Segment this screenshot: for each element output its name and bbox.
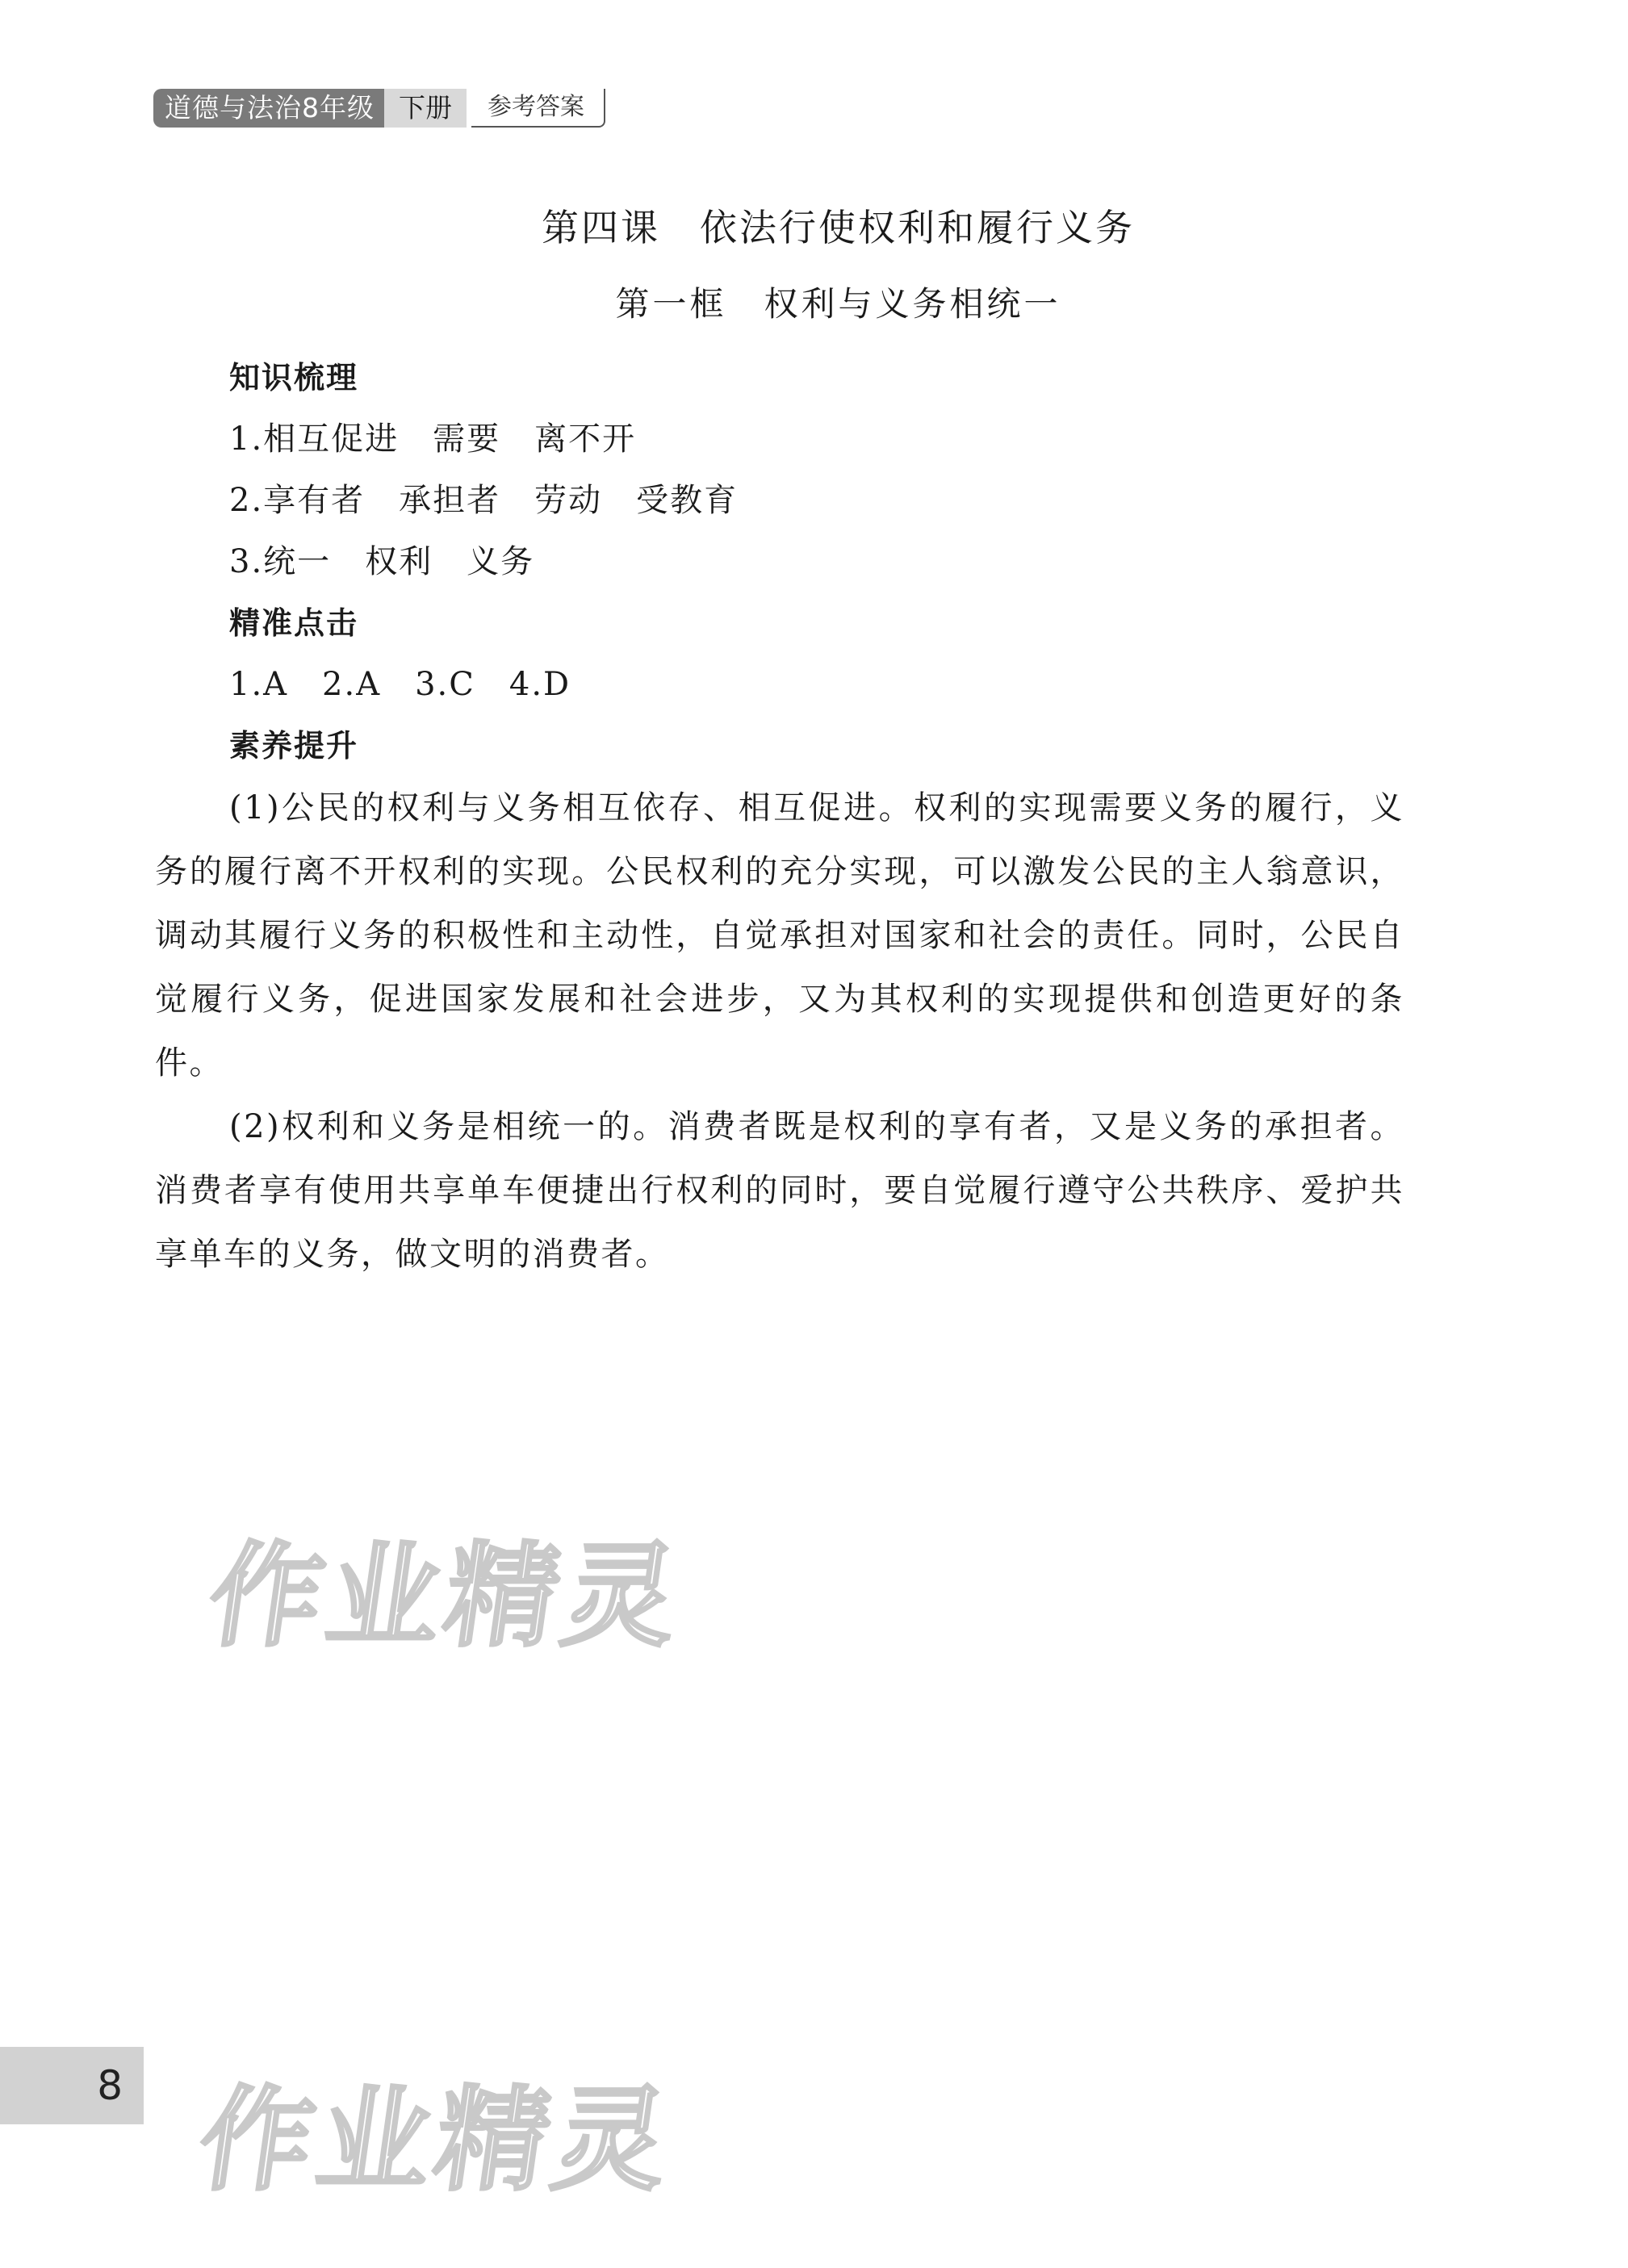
- precise-answers: 1.A 2.A 3.C 4.D: [229, 666, 571, 703]
- page-number: 8: [97, 2062, 123, 2109]
- knowledge-line-2: 2.享有者 承担者 劳动 受教育: [229, 482, 739, 519]
- page-number-box: [0, 2047, 144, 2124]
- literacy-paragraph-1: (1)公民的权利与义务相互依存、相互促进。权利的实现需要义务的履行，义务的履行离不开权利的实现。公民权利的充分实现，可以激发公民的主人翁意识，调动其履行义务的积极性和主动性，自觉承担对国家和社会的责任。同时，公民自觉履行义务，促进国家发展和社会进步，又为其权利的实现提供和创造更好的条件。: [155, 789, 1404, 1082]
- precise-heading: 精准点击: [229, 605, 359, 641]
- subject-label: 道德与法治8年级: [153, 89, 384, 128]
- watermark-lower: 作业精灵: [190, 2075, 681, 2207]
- literacy-heading: 素养提升: [229, 728, 359, 764]
- header-tab: [153, 89, 605, 128]
- literacy-paragraph-2: (2)权利和义务是相统一的。消费者既是权利的享有者，又是义务的承担者。消费者享有使用共享单车便捷出行权利的同时，要自觉履行遵守公共秩序、爱护共享单车的义务，做文明的消费者。: [155, 1108, 1404, 1273]
- volume-label: 下册: [384, 89, 467, 128]
- watermark-upper: 作业精灵: [200, 1531, 691, 1663]
- lesson-title: 第四课 依法行使权利和履行义务: [542, 206, 1135, 249]
- answer-content: [155, 347, 1404, 1287]
- section-title: 第一框 权利与义务相统一: [615, 284, 1061, 324]
- knowledge-line-3: 3.统一 权利 义务: [229, 543, 535, 580]
- knowledge-line-1: 1.相互促进 需要 离不开: [229, 421, 637, 458]
- answer-label: 参考答案: [471, 89, 605, 128]
- knowledge-heading: 知识梳理: [229, 360, 359, 395]
